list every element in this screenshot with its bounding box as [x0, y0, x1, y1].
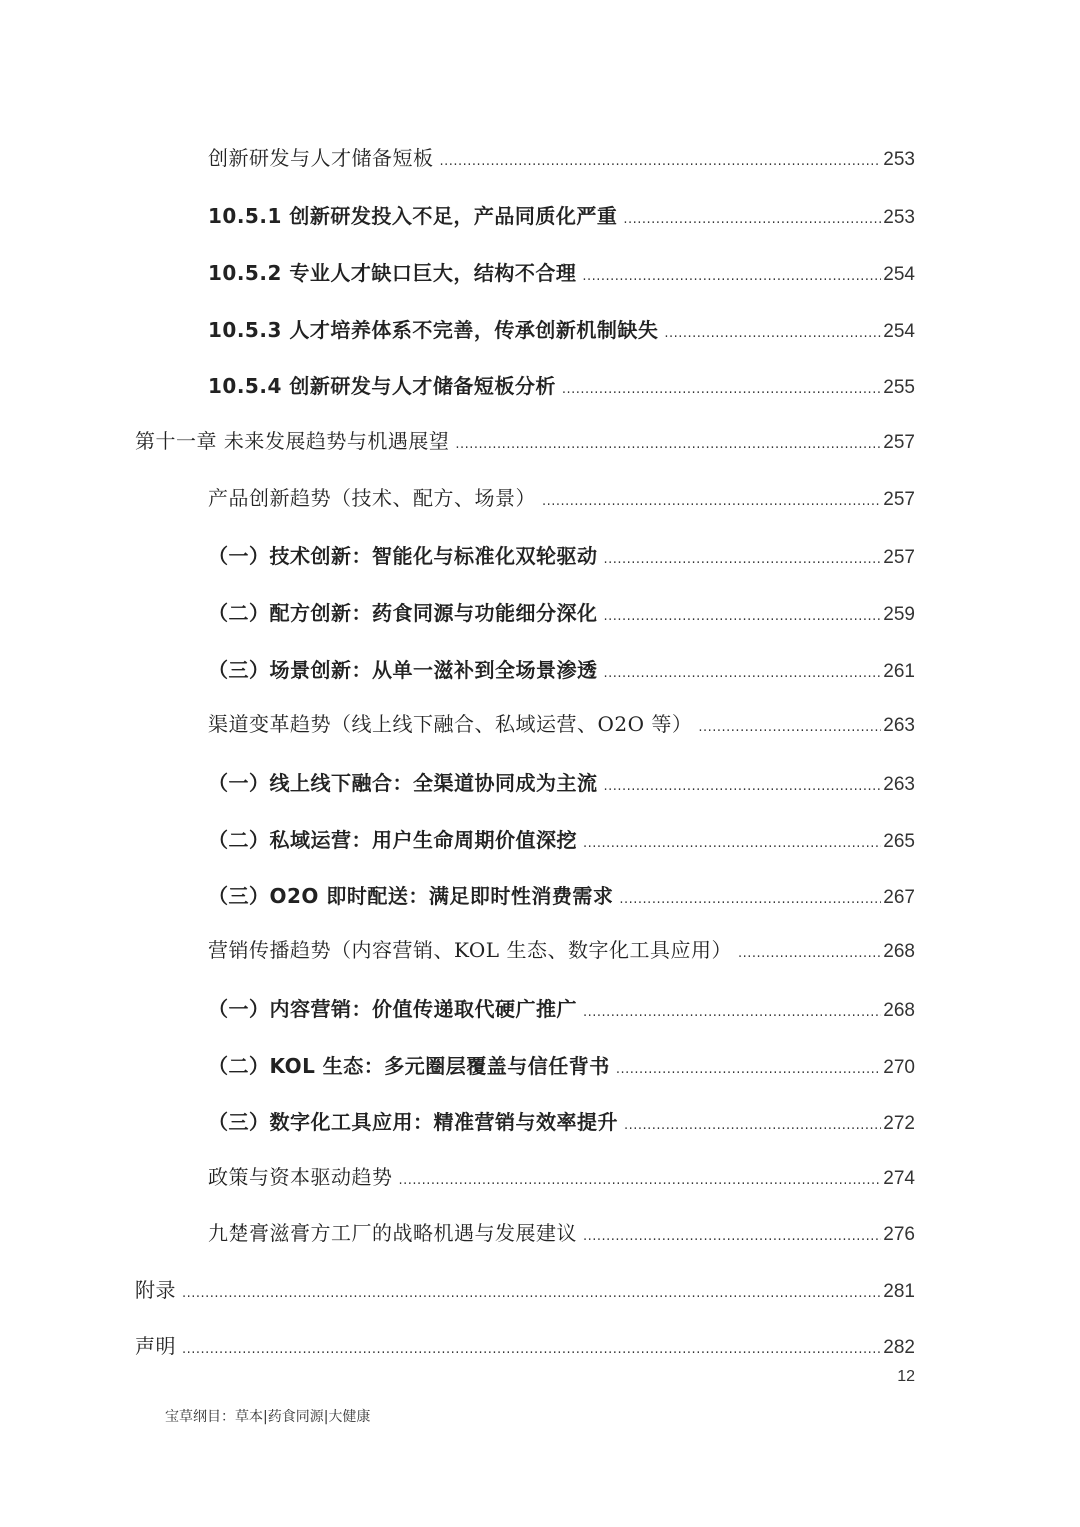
toc-entry[interactable]: [208, 936, 915, 968]
toc-entry-label: 附录: [135, 1278, 176, 1302]
toc-entry-page: 267: [883, 887, 915, 908]
toc-entry[interactable]: [208, 1108, 915, 1140]
dot-leader: [624, 1112, 881, 1140]
toc-entry-label: 产品创新趋势（技术、配方、场景）: [208, 486, 536, 510]
toc-entry-label: 渠道变革趋势（线上线下融合、私域运营、O2O 等）: [208, 712, 693, 736]
toc-entry-label: 第十一章 未来发展趋势与机遇展望: [135, 429, 450, 453]
toc-entry-label: （三）O2O 即时配送：满足即时性消费需求: [208, 884, 614, 908]
dot-leader: [604, 773, 882, 801]
toc-entry-page: 268: [883, 1000, 915, 1021]
toc-entry-label: 创新研发与人才储备短板: [208, 146, 434, 170]
toc-entry[interactable]: [208, 826, 915, 858]
toc-entry-page: 268: [883, 941, 915, 962]
toc-entry-page: 253: [883, 207, 915, 228]
toc-entry[interactable]: [208, 144, 915, 176]
toc-entry-label: （二）私域运营：用户生命周期价值深挖: [208, 828, 577, 852]
dot-leader: [583, 1223, 881, 1251]
toc-entry-page: 255: [883, 377, 915, 398]
toc-entry-chapter[interactable]: [135, 427, 915, 459]
toc-entry-label: 九楚膏滋膏方工厂的战略机遇与发展建议: [208, 1221, 577, 1245]
toc-entry[interactable]: [208, 1163, 915, 1195]
toc-entry[interactable]: [208, 882, 915, 914]
toc-entry-page: 265: [883, 831, 915, 852]
dot-leader: [182, 1280, 881, 1308]
toc-entry-page: 263: [883, 715, 915, 736]
dot-leader: [583, 999, 881, 1027]
toc-entry-page: 276: [883, 1224, 915, 1245]
toc-entry[interactable]: [208, 484, 915, 516]
dot-leader: [623, 206, 881, 234]
toc-entry[interactable]: [208, 769, 915, 801]
toc-entry-label: 10.5.3 人才培养体系不完善，传承创新机制缺失: [208, 318, 659, 342]
dot-leader: [616, 1056, 881, 1084]
toc-entry-page: 259: [883, 604, 915, 625]
dot-leader: [604, 603, 882, 631]
dot-leader: [399, 1167, 882, 1195]
dot-leader: [542, 488, 881, 516]
toc-entry-label: 10.5.2 专业人才缺口巨大，结构不合理: [208, 261, 577, 285]
toc-entry-label: 10.5.1 创新研发投入不足，产品同质化严重: [208, 204, 618, 228]
dot-leader: [619, 886, 881, 914]
toc-entry-page: 263: [883, 774, 915, 795]
toc-entry-page: 257: [883, 547, 915, 568]
dot-leader: [582, 263, 881, 291]
dot-leader: [583, 830, 881, 858]
toc-entry[interactable]: [208, 656, 915, 688]
toc-entry[interactable]: [208, 316, 915, 348]
toc-entry-label: （一）线上线下融合：全渠道协同成为主流: [208, 771, 598, 795]
toc-entry-page: 281: [883, 1281, 915, 1302]
toc-entry-page: 282: [883, 1337, 915, 1358]
toc-entry[interactable]: [208, 599, 915, 631]
toc-entry-page: 253: [883, 149, 915, 170]
toc-entry-label: （二）配方创新：药食同源与功能细分深化: [208, 601, 598, 625]
dot-leader: [440, 148, 882, 176]
toc-entry-appendix[interactable]: [135, 1276, 915, 1308]
toc-entry-page: 274: [883, 1168, 915, 1189]
toc-entry-label: （一）技术创新：智能化与标准化双轮驱动: [208, 544, 598, 568]
toc-entry-page: 257: [883, 432, 915, 453]
toc-entry[interactable]: [208, 372, 915, 404]
toc-entry-label: 营销传播趋势（内容营销、KOL 生态、数字化工具应用）: [208, 938, 732, 962]
page-footer: 宝草纲目：草本|药食同源|大健康: [165, 1409, 371, 1425]
toc-entry-label: （一）内容营销：价值传递取代硬广推广: [208, 997, 577, 1021]
toc-entry-label: （二）KOL 生态：多元圈层覆盖与信任背书: [208, 1054, 610, 1078]
toc-entry-label: （三）数字化工具应用：精准营销与效率提升: [208, 1110, 618, 1134]
dot-leader: [738, 940, 881, 968]
toc-entry[interactable]: [208, 1219, 915, 1251]
toc-entry-label: 政策与资本驱动趋势: [208, 1165, 393, 1189]
dot-leader: [604, 546, 882, 574]
toc-entry[interactable]: [208, 542, 915, 574]
dot-leader: [604, 660, 882, 688]
page-number: 12: [897, 1368, 915, 1385]
dot-leader: [562, 376, 881, 404]
toc-entry[interactable]: [208, 1052, 915, 1084]
toc-entry-page: 270: [883, 1057, 915, 1078]
toc-entry[interactable]: [208, 995, 915, 1027]
dot-leader: [698, 714, 881, 742]
toc-entry-label: 10.5.4 创新研发与人才储备短板分析: [208, 374, 556, 398]
toc-entry[interactable]: [208, 202, 915, 234]
toc-entry[interactable]: [208, 259, 915, 291]
toc-entry-page: 261: [883, 661, 915, 682]
dot-leader: [664, 320, 881, 348]
toc-entry[interactable]: [208, 710, 915, 742]
toc-entry-page: 254: [883, 321, 915, 342]
toc-entry-label: （三）场景创新：从单一滋补到全场景渗透: [208, 658, 598, 682]
toc-entry-statement[interactable]: [135, 1332, 915, 1364]
toc-entry-page: 272: [883, 1113, 915, 1134]
dot-leader: [182, 1336, 881, 1364]
toc-entry-label: 声明: [135, 1334, 176, 1358]
toc-entry-page: 257: [883, 489, 915, 510]
dot-leader: [455, 431, 881, 459]
toc-entry-page: 254: [883, 264, 915, 285]
